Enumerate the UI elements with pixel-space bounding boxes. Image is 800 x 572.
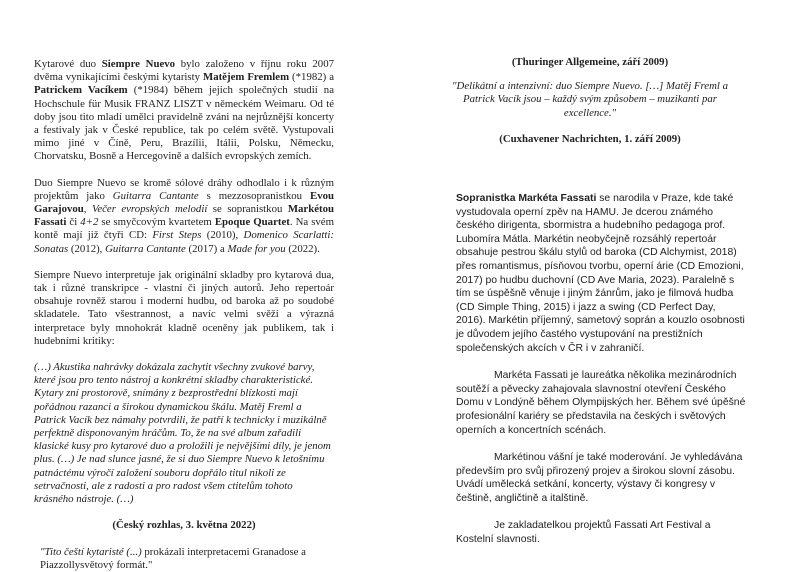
- text-run: "Tito čeští kytaristé (...): [40, 545, 142, 558]
- text-run: First Steps: [152, 229, 202, 242]
- duo-repertoire-paragraph: Siempre Nuevo interpretuje jak originální skladby pro kytarová dua, tak i různé transkripce - vlastní či jiných autorů. Jeho repertoár obsahuje rovněž starou i moderní hudbu, od baroka až po soudobé skladatele. Tato všestrannost, a navíc velmi svěží a výrazná interpretace byly mnohokrát kladně oceněny jak publikem, tak i hudebními kritiky:: [34, 268, 334, 347]
- text-run: Večer evropských melodií: [91, 203, 208, 216]
- text-run: Markétou Fassati: [34, 203, 334, 229]
- duo-projects-paragraph: [34, 177, 334, 256]
- text-run: prokázali interpretacemi Granadose a Piazzollysvětový formát.": [40, 545, 306, 571]
- text-run: (2017) a: [185, 242, 228, 255]
- review-source-cesky-rozhlas: (Český rozhlas, 3. května 2022): [112, 519, 256, 532]
- soprano-bio: [456, 192, 746, 547]
- right-reviews: [440, 56, 740, 146]
- text-run: (*1982) a: [289, 71, 335, 84]
- text-run: (2012),: [68, 242, 106, 255]
- bio-paragraph-4: Je zakladatelkou projektů Fassati Art Festival a Kostelní slavnosti.: [456, 520, 711, 546]
- text-run: Epoque Quartet: [214, 216, 290, 229]
- duo-intro-paragraph: [34, 58, 334, 164]
- text-run: se smyčcovým kvartetem: [98, 216, 215, 229]
- text-run: Guitarra Cantante: [112, 189, 199, 202]
- text-run: (2022).: [285, 242, 320, 255]
- bio-paragraph-2: Markéta Fassati je laureátka několika mezinárodních soutěží a pěvecky zahajovala slavnostní otevření Českého Domu v Londýně během Olympijských her. Během své úpěšné profesionální kariéry se představila na českých i světových operních a koncertních scénách.: [456, 370, 746, 436]
- text-run: Evou Garajovou: [34, 189, 335, 216]
- review-source-cuxhavener: (Cuxhavener Nachrichten, 1. září 2009): [499, 132, 681, 145]
- text-run: Domenico Scarlatti: Sonatas: [34, 229, 334, 255]
- text-run: 4+2: [80, 216, 99, 229]
- text-run: s mezzosopranistkou: [198, 189, 310, 202]
- text-run: se narodila v Praze, kde také vystudovala operní zpěv na HAMU. Je dcerou známého českého dirigenta, sbormistra a hudebního pedagoga prof. Lubomíra Mátla. Markétin neobyčejně rozsáhlý repertoár obsahuje pestrou škálu stylů od baroka (CD Alchymist, 2018) přes romantismus, písňovou tvorbu, operní árie (CD Emozioni, 2017) po hudbu duchovní (CD Ave Maria, 2023). Paralelně s tím se úspěšně věnuje i jiným žánrům, jako je filmová hudba (CD Simple Thing, 2015) i jazz a swing (CD Perfect Day, 2016). Markétin příjemný, sametový soprán a kouzlo osobnosti je důvodem jejího častého vystupování na prestižních společenských akcích v ČR i v zahraničí.: [456, 193, 745, 354]
- review-source-thuringer: (Thuringer Allgemeine, září 2009): [511, 56, 669, 68]
- review-quote-delikatni: "Delikátní a intenzivní: duo Siempre Nuevo. […] Matěj Freml a Patrick Vacík jsou – každý svým způsobem – muzikanti par excellence.": [451, 80, 728, 119]
- text-run: Guitarra Cantante: [105, 242, 186, 255]
- left-column: [34, 58, 334, 572]
- text-run: Duo Siempre Nuevo se kromě sólové dráhy odhodlalo i k různým projektům jako: [34, 176, 334, 202]
- text-run: ,: [83, 203, 92, 216]
- text-run: Matějem Fremlem: [203, 71, 290, 84]
- bio-paragraph-1: [456, 192, 746, 355]
- text-run: se sopranistkou: [207, 203, 288, 216]
- text-run: Kytarové duo: [34, 58, 102, 70]
- text-run: (2010),: [201, 229, 244, 242]
- text-run: Patrickem Vacíkem: [34, 84, 128, 97]
- text-run: či: [66, 216, 81, 229]
- text-run: Siempre Nuevo: [101, 58, 176, 70]
- review-quote-granados: [34, 546, 334, 572]
- text-run: . Na svém kontě mají již čtyři CD:: [34, 216, 334, 242]
- text-run: (*1984) během jejich společných studií na Hochschule für Musik FRANZ LISZT v německém Weimaru. Od té doby jsou tito mladí umělci pravidelně zváni na nejrůznější koncerty a festivaly jak v České republice, tak po celém světě. Vystupovali mimo jiné v Číně, Peru, Brazílii, Itálii, Polsku, Německu, Chorvatsku, Bosně a Hercegovině a dalších evropských zemích.: [34, 84, 334, 163]
- text-run: Made for you: [227, 242, 286, 255]
- review-quote-cesky-rozhlas: (…) Akustika nahrávky dokázala zachytit všechny zvukové barvy, které jsou pro tento nástroj a konkrétní skladby charakteristické. Kytary zní prostorově, snímány z bezprostřední blízkosti mají pořádnou razanci a širokou dynamickou škálu. Matěj Freml a Patrick Vacík bez námahy potvrdili, že patří k technicky i muzikálně perfektně disponovaným hráčům. To, že na své album zařadili klasické kusy pro kytarové duo a proložili je nejvějšími díly, je jenom plus. (…) Je nad slunce jasné, že si duo Siempre Nuevo k letošnímu patnáctému výročí založení souboru dopřálo titul nikoli ze setrvačnosti, ale z radosti a pro radost všem ctitelům tohoto krásného nástroje. (…): [34, 361, 331, 506]
- text-run: bylo založeno v říjnu roku 2007 dvěma vynikajícími českými kytaristy: [34, 58, 334, 84]
- bio-paragraph-3: Markétinou vášní je také moderování. Je vyhledávána především pro svůj přirozený projev a širokou slovní zásobu. Uvádí umělecká setkání, koncerty, výstavy či kongresy v češtině, angličtině a italštině.: [456, 452, 743, 504]
- text-run: Sopranistka Markéta Fassati: [456, 193, 597, 204]
